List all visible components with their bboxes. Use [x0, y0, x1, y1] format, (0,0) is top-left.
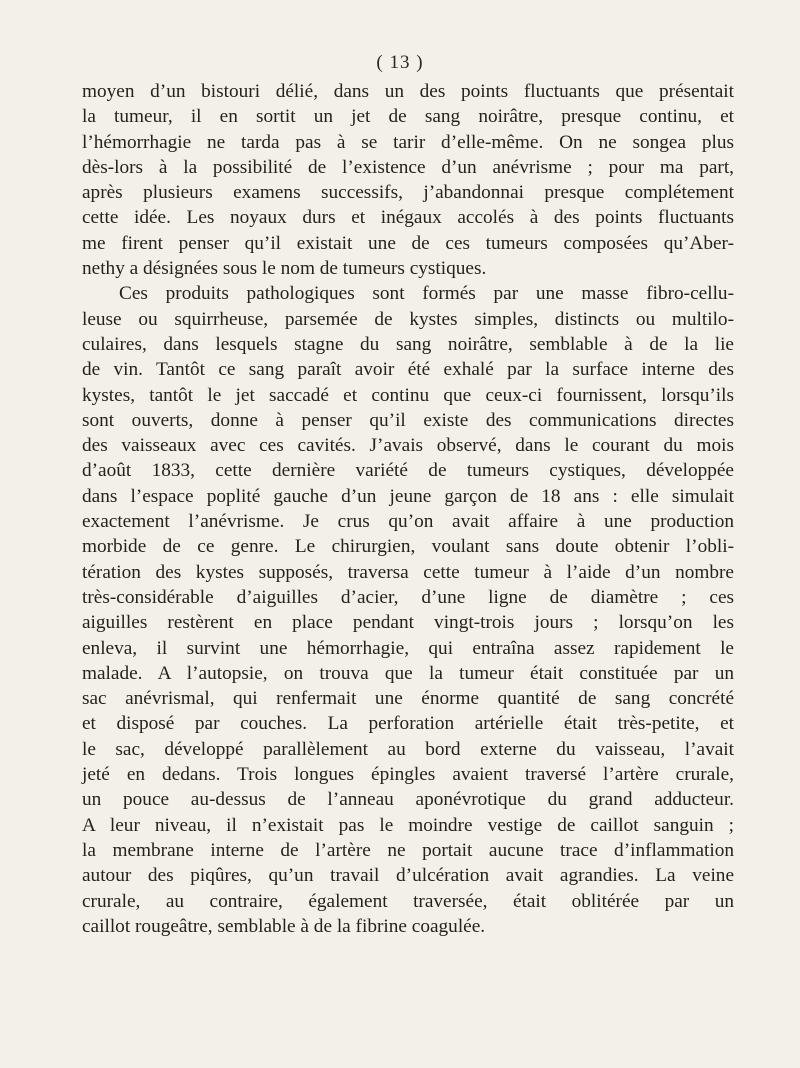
text-line: dès-lors à la possibilité de l’existence d’un anévrisme ; pour ma part, — [82, 156, 734, 178]
text-line: le sac, développé parallèlement au bord externe du vaisseau, l’avait — [82, 738, 734, 760]
text-line: me firent penser qu’il existait une de ces tumeurs composées qu’Aber- — [82, 232, 734, 254]
paragraph-start-line: Ces produits pathologiques sont formés par une masse fibro-cellu- — [119, 283, 734, 305]
text-line: sac anévrismal, qui renfermait une énorme quantité de sang concrété — [82, 688, 734, 710]
text-line: culaires, dans lesquels stagne du sang noirâtre, semblable à de la lie — [82, 333, 734, 355]
text-line: très-considérable d’aiguilles d’acier, d’une ligne de diamètre ; ces — [82, 586, 734, 608]
text-line: autour des piqûres, qu’un travail d’ulcération avait agrandies. La veine — [82, 865, 734, 887]
text-line: cette idée. Les noyaux durs et inégaux accolés à des points fluctuants — [82, 207, 734, 229]
text-line: caillot rougeâtre, semblable à de la fibrine coagulée. — [82, 915, 486, 937]
text-line: moyen d’un bistouri délié, dans un des points fluctuants que présentait — [82, 81, 734, 102]
text-line: sont ouverts, donne à penser qu’il existe des communications directes — [82, 409, 734, 431]
text-line: malade. A l’autopsie, on trouva que la tumeur était constituée par un — [82, 662, 734, 684]
text-line: et disposé par couches. La perforation artérielle était très-petite, et — [82, 713, 734, 735]
text-line: l’hémorrhagie ne tarda pas à se tarir d’elle-même. On ne songea plus — [82, 131, 734, 153]
text-line: la membrane interne de l’artère ne portait aucune trace d’inflammation — [82, 839, 734, 861]
text-line: aiguilles restèrent en place pendant vingt-trois jours ; lorsqu’on les — [82, 612, 734, 634]
text-line: crurale, au contraire, également traversée, était oblitérée par un — [82, 890, 734, 912]
text-line: exactement l’anévrisme. Je crus qu’on avait affaire à une production — [82, 511, 734, 533]
text-line: nethy a désignées sous le nom de tumeurs cystiques. — [82, 258, 487, 280]
text-line: enleva, il survint une hémorrhagie, qui entraîna assez rapidement le — [82, 637, 734, 659]
text-line: A leur niveau, il n’existait pas le moindre vestige de caillot sanguin ; — [82, 814, 734, 836]
text-line: morbide de ce genre. Le chirurgien, voulant sans doute obtenir l’obli- — [82, 536, 734, 558]
text-line: tération des kystes supposés, traversa cette tumeur à l’aide d’un nombre — [82, 561, 734, 583]
text-line: de vin. Tantôt ce sang paraît avoir été exhalé par la surface interne des — [82, 359, 734, 381]
text-line: la tumeur, il en sortit un jet de sang noirâtre, presque continu, et — [82, 106, 734, 128]
text-line: leuse ou squirrheuse, parsemée de kystes simples, distincts ou multilo- — [82, 308, 734, 330]
page-number: ( 13 ) — [376, 52, 424, 73]
text-line: kystes, tantôt le jet saccadé et continu que ceux-ci fournissent, lorsqu’ils — [82, 384, 734, 406]
text-line: après plusieurs examens successifs, j’abandonnai presque complétement — [82, 182, 734, 204]
text-line: jeté en dedans. Trois longues épingles avaient traversé l’artère crurale, — [82, 764, 734, 786]
text-line: dans l’espace poplité gauche d’un jeune garçon de 18 ans : elle simulait — [82, 485, 734, 507]
text-line: des vaisseaux avec ces cavités. J’avais observé, dans le courant du mois — [82, 435, 734, 457]
text-line: d’août 1833, cette dernière variété de tumeurs cystiques, développée — [82, 460, 734, 482]
body-text — [82, 79, 734, 939]
text-line: un pouce au-dessus de l’anneau aponévrotique du grand adducteur. — [82, 789, 734, 811]
